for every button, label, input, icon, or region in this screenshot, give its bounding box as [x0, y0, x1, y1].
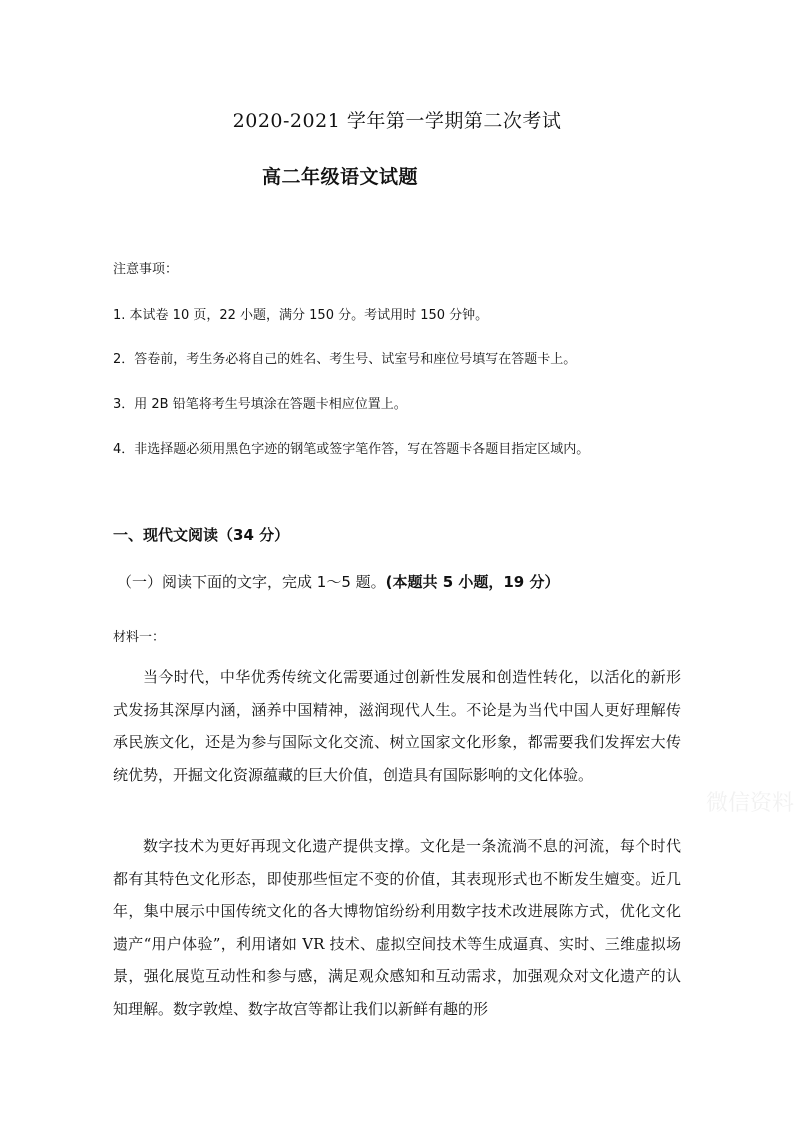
notice-item-4: 4．非选择题必须用黑色字迹的钢笔或签字笔作答，写在答题卡各题目指定区域内。 [113, 442, 590, 457]
paragraph: 数字技术为更好再现文化遗产提供支撑。文化是一条流淌不息的河流，每个时代都有其特色文化形态，即使那些恒定不变的价值，其表现形式也不断发生嬗变。近几年，集中展示中国传统文化的各大博物馆纷纷利用数字技术改进展陈方式，优化文化遗产“用户体验”，利用诸如 VR 技术、虚拟空间技术等生成逼真、实时、三维虚拟场景，强化展览互动性和参与感，满足观众感知和互动需求，加强观众对文化遗产的认知理解。数字敦煌、数字故宫等都让我们以新鲜有趣的形 [113, 837, 681, 1018]
notice-heading: 注意事项： [113, 262, 179, 277]
notice-item-1: 1. 本试卷 10 页，22 小题，满分 150 分。考试用时 150 分钟。 [113, 308, 489, 323]
notice-item-3: 3．用 2B 铅笔将考生号填涂在答题卡相应位置上。 [113, 397, 407, 412]
exam-title: 2020-2021 学年第一学期第二次考试 [232, 110, 562, 132]
subsection-points: (本题共 5 小题，19 分） [385, 573, 560, 591]
subsection-instruction [117, 571, 559, 592]
notice-item-2: 2．答卷前，考生务必将自己的姓名、考生号、试室号和座位号填写在答题卡上。 [113, 352, 577, 367]
paragraph: 当今时代，中华优秀传统文化需要通过创新性发展和创造性转化，以活化的新形式发扬其深厚内涵，涵养中国精神，滋润现代人生。不论是为当代中国人更好理解传承民族文化，还是为参与国际文化交流、树立国家文化形象，都需要我们发挥宏大传统优势，开掘文化资源蕴藏的巨大价值，创造具有国际影响的文化体验。 [113, 668, 681, 784]
section-heading: 一、现代文阅读（34 分） [113, 526, 290, 544]
exam-subtitle: 高二年级语文试题 [262, 166, 419, 188]
watermark: 微信资料 [706, 791, 794, 816]
subsection-prefix: （一）阅读下面的文字，完成 1～5 题。 [117, 573, 386, 591]
material-label: 材料一： [113, 630, 166, 645]
